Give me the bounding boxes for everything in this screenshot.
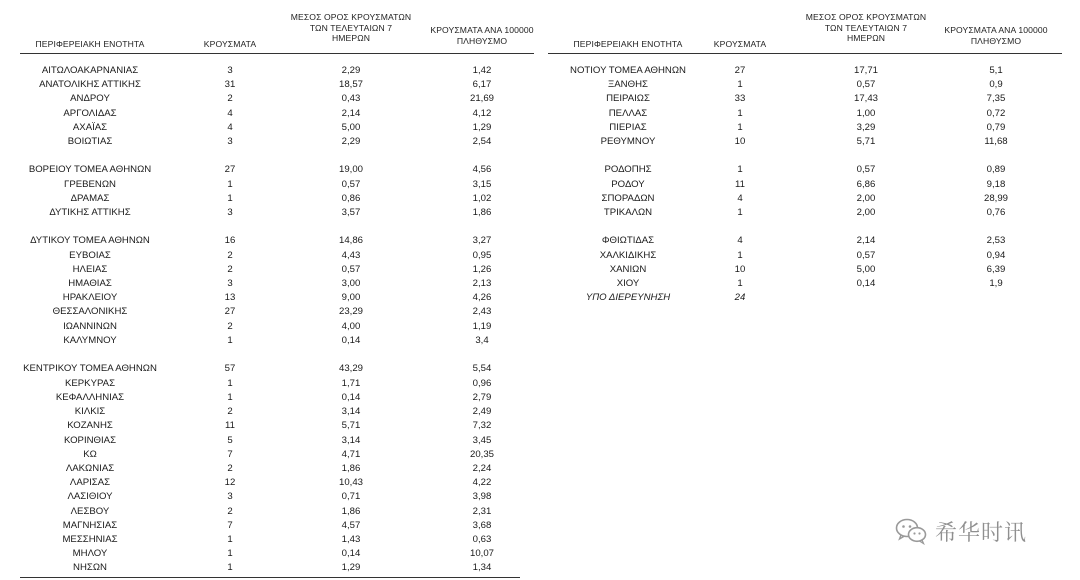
- cases-cell: 1: [737, 79, 743, 90]
- region-cell: ΚΕΡΚΥΡΑΣ: [64, 378, 115, 389]
- cases-cell: 7: [227, 449, 233, 460]
- rate-per-100k-cell: 20,35: [469, 449, 494, 460]
- cases-cell: 27: [224, 164, 236, 175]
- cases-cell: 1: [227, 378, 233, 389]
- cases-cell: 3: [227, 207, 233, 218]
- rate-per-100k-cell: 6,17: [472, 79, 492, 90]
- table-row: [0, 263, 540, 277]
- avg-7-days-cell: 14,86: [338, 235, 363, 246]
- avg-7-days-cell: 10,43: [338, 477, 363, 488]
- region-cell: ΚΑΛΥΜΝΟΥ: [63, 335, 117, 346]
- avg-7-days-cell: 0,57: [856, 79, 876, 90]
- region-cell: ΔΡΑΜΑΣ: [70, 193, 110, 204]
- table-row: [0, 178, 540, 192]
- cases-cell: 11: [735, 179, 745, 190]
- region-cell: ΑΝΑΤΟΛΙΚΗΣ ΑΤΤΙΚΗΣ: [39, 79, 141, 90]
- region-cell: ΚΕΦΑΛΛΗΝΙΑΣ: [55, 392, 125, 403]
- table-row: [0, 476, 540, 490]
- region-cell: ΧΙΟΥ: [616, 278, 640, 289]
- table-row: [0, 192, 540, 206]
- rate-per-100k-cell: 2,49: [472, 406, 492, 417]
- region-cell: ΠΕΛΛΑΣ: [608, 108, 648, 119]
- rate-per-100k-cell: 3,4: [475, 335, 489, 346]
- table-row: [0, 561, 540, 575]
- table-row: [540, 249, 1080, 263]
- rate-per-100k-cell: 10,07: [469, 548, 494, 559]
- cases-cell: 1: [227, 193, 233, 204]
- region-cell: ΠΕΙΡΑΙΩΣ: [606, 93, 650, 104]
- header-cases: ΚΡΟΥΣΜΑΤΑ: [203, 39, 257, 49]
- cases-cell: 2: [227, 406, 233, 417]
- avg-7-days-cell: 3,57: [341, 207, 361, 218]
- avg-7-days-cell: 0,57: [341, 264, 361, 275]
- table-row: [0, 92, 540, 106]
- table-row: [0, 405, 540, 419]
- avg-7-days-cell: 1,29: [341, 562, 361, 573]
- rate-per-100k-cell: 1,02: [472, 193, 492, 204]
- region-cell: ΡΕΘΥΜΝΟΥ: [600, 136, 656, 147]
- region-cell: ΧΑΛΚΙΔΙΚΗΣ: [599, 250, 657, 261]
- cases-cell: 16: [224, 235, 236, 246]
- table-row: [0, 391, 540, 405]
- cases-cell: 1: [737, 207, 743, 218]
- avg-7-days-cell: 0,57: [856, 164, 876, 175]
- rate-per-100k-cell: 3,68: [472, 520, 492, 531]
- cases-cell: 4: [737, 193, 743, 204]
- avg-7-days-cell: 3,29: [856, 122, 876, 133]
- rate-per-100k-cell: 2,43: [472, 306, 492, 317]
- avg-7-days-cell: 4,00: [341, 321, 361, 332]
- cases-cell: 2: [227, 264, 233, 275]
- header-rate-line-2: ΠΛΗΘΥΣΜΟ: [970, 35, 1022, 46]
- region-cell: ΘΕΣΣΑΛΟΝΙΚΗΣ: [52, 306, 128, 317]
- rate-per-100k-cell: 0,95: [472, 250, 492, 261]
- cases-cell: 2: [227, 321, 233, 332]
- table-row: [540, 263, 1080, 277]
- region-cell: ΝΗΣΩΝ: [73, 562, 107, 573]
- header-rate-line-1: ΚΡΟΥΣΜΑΤΑ ΑΝΑ 100000: [944, 25, 1048, 35]
- cases-cell: 4: [737, 235, 743, 246]
- avg-7-days-cell: 2,29: [341, 136, 361, 147]
- header-avg-7-days: [801, 12, 931, 44]
- avg-7-days-cell: 5,71: [341, 420, 361, 431]
- region-cell: ΞΑΝΘΗΣ: [608, 79, 648, 90]
- cases-cell: 7: [227, 520, 233, 531]
- region-cell: ΝΟΤΙΟΥ ΤΟΜΕΑ ΑΘΗΝΩΝ: [570, 65, 686, 76]
- table-row: [0, 419, 540, 433]
- header-divider-left: [20, 53, 534, 54]
- table-row: [540, 121, 1080, 135]
- rate-per-100k-cell: 1,19: [472, 321, 492, 332]
- avg-7-days-cell: 0,57: [341, 179, 361, 190]
- table-row: [540, 92, 1080, 106]
- table-row: [0, 78, 540, 92]
- region-cell: ΛΑΡΙΣΑΣ: [69, 477, 111, 488]
- region-cell: ΤΡΙΚΑΛΩΝ: [603, 207, 653, 218]
- table-row: [540, 107, 1080, 121]
- region-cell: ΓΡΕΒΕΝΩΝ: [64, 179, 116, 190]
- region-cell: ΧΑΝΙΩΝ: [609, 264, 647, 275]
- cases-cell: 3: [227, 65, 233, 76]
- rate-per-100k-cell: 2,31: [472, 506, 492, 517]
- cases-cell: 2: [227, 250, 233, 261]
- region-cell: ΜΗΛΟΥ: [72, 548, 108, 559]
- header-avg-7-days: [286, 12, 416, 44]
- rate-per-100k-cell: 2,24: [472, 463, 492, 474]
- cases-cell: 13: [224, 292, 236, 303]
- header-cases: ΚΡΟΥΣΜΑΤΑ: [713, 39, 767, 49]
- rate-per-100k-cell: 0,96: [472, 378, 492, 389]
- region-cell: ΛΑΣΙΘΙΟΥ: [67, 491, 113, 502]
- bottom-divider: [20, 577, 520, 578]
- avg-7-days-cell: 2,14: [341, 108, 361, 119]
- avg-7-days-cell: 0,43: [341, 93, 361, 104]
- table-row: [540, 291, 1080, 305]
- table-row: [540, 78, 1080, 92]
- table-row: [540, 163, 1080, 177]
- region-cell: ΡΟΔΟΥ: [611, 179, 645, 190]
- cases-cell: 1: [227, 335, 233, 346]
- region-cell: ΣΠΟΡΑΔΩΝ: [601, 193, 655, 204]
- rate-per-100k-cell: 0,63: [472, 534, 492, 545]
- rate-per-100k-cell: 7,35: [986, 93, 1006, 104]
- avg-7-days-cell: 0,14: [341, 335, 361, 346]
- cases-cell: 57: [224, 363, 236, 374]
- rate-per-100k-cell: 2,13: [472, 278, 492, 289]
- table-row: [0, 64, 540, 78]
- cases-cell: 24: [734, 292, 746, 303]
- rate-per-100k-cell: 2,53: [986, 235, 1006, 246]
- cases-cell: 1: [737, 250, 743, 261]
- header-region: ΠΕΡΙΦΕΡΕΙΑΚΗ ΕΝΟΤΗΤΑ: [573, 39, 683, 49]
- avg-7-days-cell: 0,14: [856, 278, 876, 289]
- table-row: [0, 490, 540, 504]
- region-cell: ΡΟΔΟΠΗΣ: [604, 164, 652, 175]
- region-cell: ΗΡΑΚΛΕΙΟΥ: [62, 292, 118, 303]
- table-row: [540, 178, 1080, 192]
- table-row: [0, 135, 540, 149]
- avg-7-days-cell: 0,14: [341, 392, 361, 403]
- table-row: [0, 163, 540, 177]
- avg-7-days-cell: 4,57: [341, 520, 361, 531]
- region-cell: ΕΥΒΟΙΑΣ: [69, 250, 111, 261]
- cases-cell: 5: [227, 435, 233, 446]
- header-avg-line-2: ΤΩΝ ΤΕΛΕΥΤΑΙΩΝ 7: [309, 22, 393, 33]
- avg-7-days-cell: 19,00: [338, 164, 363, 175]
- cases-cell: 3: [227, 278, 233, 289]
- cases-cell: 3: [227, 491, 233, 502]
- avg-7-days-cell: 17,43: [853, 93, 878, 104]
- rate-per-100k-cell: 28,99: [983, 193, 1008, 204]
- cases-cell: 10: [734, 264, 746, 275]
- header-rate-line-1: ΚΡΟΥΣΜΑΤΑ ΑΝΑ 100000: [430, 25, 534, 35]
- table-row: [0, 448, 540, 462]
- header-rate-per-100k: [412, 25, 552, 46]
- cases-cell: 1: [737, 108, 743, 119]
- table-row: [540, 192, 1080, 206]
- avg-7-days-cell: 17,71: [853, 65, 878, 76]
- cases-cell: 2: [227, 93, 233, 104]
- region-cell: ΜΑΓΝΗΣΙΑΣ: [62, 520, 118, 531]
- avg-7-days-cell: 3,14: [341, 435, 361, 446]
- table-row: [0, 305, 540, 319]
- region-cell: ΜΕΣΣΗΝΙΑΣ: [62, 534, 118, 545]
- avg-7-days-cell: 0,71: [341, 491, 361, 502]
- region-cell: ΛΑΚΩΝΙΑΣ: [65, 463, 115, 474]
- rate-per-100k-cell: 2,79: [472, 392, 492, 403]
- cases-cell: 10: [734, 136, 746, 147]
- rate-per-100k-cell: 1,42: [472, 65, 492, 76]
- header-avg-line-3: ΗΜΕΡΩΝ: [846, 33, 886, 43]
- avg-7-days-cell: 1,71: [341, 378, 361, 389]
- table-row: [0, 434, 540, 448]
- avg-7-days-cell: 1,86: [341, 506, 361, 517]
- header-rate-line-2: ΠΛΗΘΥΣΜΟ: [456, 35, 508, 46]
- avg-7-days-cell: 1,00: [856, 108, 876, 119]
- table-row: [0, 277, 540, 291]
- table-row: [0, 519, 540, 533]
- avg-7-days-cell: 3,14: [341, 406, 361, 417]
- table-row: [0, 462, 540, 476]
- cases-cell: 3: [227, 136, 233, 147]
- rate-per-100k-cell: 3,27: [472, 235, 492, 246]
- avg-7-days-cell: 1,43: [341, 534, 361, 545]
- rate-per-100k-cell: 5,54: [472, 363, 492, 374]
- cases-cell: 11: [225, 420, 235, 431]
- region-cell: ΛΕΣΒΟΥ: [70, 506, 110, 517]
- region-cell: ΗΜΑΘΙΑΣ: [68, 278, 112, 289]
- cases-cell: 2: [227, 463, 233, 474]
- rate-per-100k-cell: 2,54: [472, 136, 492, 147]
- table-row: [0, 547, 540, 561]
- cases-cell: 27: [734, 65, 746, 76]
- rate-per-100k-cell: 0,76: [986, 207, 1006, 218]
- cases-cell: 1: [737, 122, 743, 133]
- table-row: [0, 291, 540, 305]
- cases-cell: 1: [227, 562, 233, 573]
- region-cell: ΗΛΕΙΑΣ: [72, 264, 108, 275]
- avg-7-days-cell: 0,57: [856, 250, 876, 261]
- wechat-icon: [895, 517, 927, 545]
- region-cell: ΦΘΙΩΤΙΔΑΣ: [601, 235, 655, 246]
- region-cell: ΔΥΤΙΚΟΥ ΤΟΜΕΑ ΑΘΗΝΩΝ: [30, 235, 150, 246]
- watermark: [895, 514, 1027, 548]
- table-row: [0, 206, 540, 220]
- table-row: [0, 533, 540, 547]
- table-row: [0, 249, 540, 263]
- table-row: [0, 362, 540, 376]
- rate-per-100k-cell: 0,89: [986, 164, 1006, 175]
- rate-per-100k-cell: 21,69: [469, 93, 494, 104]
- cases-cell: 27: [224, 306, 236, 317]
- region-cell: ΥΠΟ ΔΙΕΡΕΥΝΗΣΗ: [585, 292, 671, 303]
- table-row: [0, 107, 540, 121]
- rate-per-100k-cell: 1,86: [472, 207, 492, 218]
- table-row: [540, 234, 1080, 248]
- avg-7-days-cell: 4,43: [341, 250, 361, 261]
- rate-per-100k-cell: 0,79: [986, 122, 1006, 133]
- avg-7-days-cell: 23,29: [338, 306, 363, 317]
- avg-7-days-cell: 43,29: [338, 363, 363, 374]
- header-avg-line-1: ΜΕΣΟΣ ΟΡΟΣ ΚΡΟΥΣΜΑΤΩΝ: [805, 12, 927, 22]
- rate-per-100k-cell: 1,26: [472, 264, 492, 275]
- cases-cell: 4: [227, 122, 233, 133]
- table-row: [540, 64, 1080, 78]
- cases-cell: 33: [734, 93, 746, 104]
- rate-per-100k-cell: 0,72: [986, 108, 1006, 119]
- header-avg-line-3: ΗΜΕΡΩΝ: [331, 33, 371, 43]
- avg-7-days-cell: 0,86: [341, 193, 361, 204]
- table-row: [540, 206, 1080, 220]
- avg-7-days-cell: 9,00: [341, 292, 361, 303]
- table-row: [0, 334, 540, 348]
- region-cell: ΚΩ: [83, 449, 97, 460]
- cases-cell: 1: [227, 534, 233, 545]
- rate-per-100k-cell: 6,39: [986, 264, 1006, 275]
- rate-per-100k-cell: 3,98: [472, 491, 492, 502]
- avg-7-days-cell: 3,00: [341, 278, 361, 289]
- avg-7-days-cell: 5,71: [856, 136, 876, 147]
- header-region: ΠΕΡΙΦΕΡΕΙΑΚΗ ΕΝΟΤΗΤΑ: [35, 39, 145, 49]
- rate-per-100k-cell: 4,22: [472, 477, 492, 488]
- region-cell: ΒΟΡΕΙΟΥ ΤΟΜΕΑ ΑΘΗΝΩΝ: [28, 164, 152, 175]
- rate-per-100k-cell: 4,56: [472, 164, 492, 175]
- avg-7-days-cell: 6,86: [856, 179, 876, 190]
- cases-cell: 31: [224, 79, 236, 90]
- watermark-text: 希华时讯: [935, 520, 1028, 546]
- avg-7-days-cell: 2,00: [856, 207, 876, 218]
- avg-7-days-cell: 0,14: [341, 548, 361, 559]
- avg-7-days-cell: 2,00: [856, 193, 876, 204]
- avg-7-days-cell: 5,00: [341, 122, 361, 133]
- cases-cell: 12: [224, 477, 236, 488]
- region-cell: ΚΙΛΚΙΣ: [74, 406, 106, 417]
- rate-per-100k-cell: 1,9: [989, 278, 1003, 289]
- rate-per-100k-cell: 4,12: [472, 108, 492, 119]
- table-row: [0, 505, 540, 519]
- rate-per-100k-cell: 0,94: [986, 250, 1006, 261]
- region-cell: ΒΟΙΩΤΙΑΣ: [67, 136, 113, 147]
- region-cell: ΔΥΤΙΚΗΣ ΑΤΤΙΚΗΣ: [49, 207, 131, 218]
- avg-7-days-cell: 18,57: [338, 79, 363, 90]
- cases-cell: 2: [227, 506, 233, 517]
- rate-per-100k-cell: 0,9: [989, 79, 1003, 90]
- avg-7-days-cell: 1,86: [341, 463, 361, 474]
- table-row: [0, 121, 540, 135]
- rate-per-100k-cell: 3,45: [472, 435, 492, 446]
- region-cell: ΑΡΓΟΛΙΔΑΣ: [63, 108, 117, 119]
- rate-per-100k-cell: 7,32: [472, 420, 492, 431]
- header-divider-right: [548, 53, 1062, 54]
- cases-cell: 1: [227, 548, 233, 559]
- avg-7-days-cell: 4,71: [341, 449, 361, 460]
- avg-7-days-cell: 2,14: [856, 235, 876, 246]
- rate-per-100k-cell: 5,1: [989, 65, 1003, 76]
- region-cell: ΙΩΑΝΝΙΝΩΝ: [63, 321, 117, 332]
- table-row: [540, 135, 1080, 149]
- header-avg-line-2: ΤΩΝ ΤΕΛΕΥΤΑΙΩΝ 7: [824, 22, 908, 33]
- cases-cell: 4: [227, 108, 233, 119]
- cases-cell: 1: [737, 164, 743, 175]
- rate-per-100k-cell: 4,26: [472, 292, 492, 303]
- cases-cell: 1: [227, 179, 233, 190]
- avg-7-days-cell: 2,29: [341, 65, 361, 76]
- rate-per-100k-cell: 11,68: [984, 136, 1008, 147]
- region-cell: ΚΟΖΑΝΗΣ: [67, 420, 113, 431]
- cases-cell: 1: [737, 278, 743, 289]
- rate-per-100k-cell: 9,18: [986, 179, 1006, 190]
- header-rate-per-100k: [926, 25, 1066, 46]
- region-cell: ΚΟΡΙΝΘΙΑΣ: [63, 435, 117, 446]
- region-cell: ΠΙΕΡΙΑΣ: [609, 122, 647, 133]
- table-row: [0, 234, 540, 248]
- table-row: [0, 377, 540, 391]
- region-cell: ΚΕΝΤΡΙΚΟΥ ΤΟΜΕΑ ΑΘΗΝΩΝ: [23, 363, 157, 374]
- header-avg-line-1: ΜΕΣΟΣ ΟΡΟΣ ΚΡΟΥΣΜΑΤΩΝ: [290, 12, 412, 22]
- avg-7-days-cell: 5,00: [856, 264, 876, 275]
- cases-cell: 1: [227, 392, 233, 403]
- region-cell: ΑΧΑΪΑΣ: [72, 122, 108, 133]
- table-row: [0, 320, 540, 334]
- table-row: [540, 277, 1080, 291]
- region-cell: ΑΙΤΩΛΟΑΚΑΡΝΑΝΙΑΣ: [41, 65, 139, 76]
- rate-per-100k-cell: 1,34: [472, 562, 492, 573]
- rate-per-100k-cell: 1,29: [472, 122, 492, 133]
- rate-per-100k-cell: 3,15: [472, 179, 492, 190]
- region-cell: ΑΝΔΡΟΥ: [70, 93, 110, 104]
